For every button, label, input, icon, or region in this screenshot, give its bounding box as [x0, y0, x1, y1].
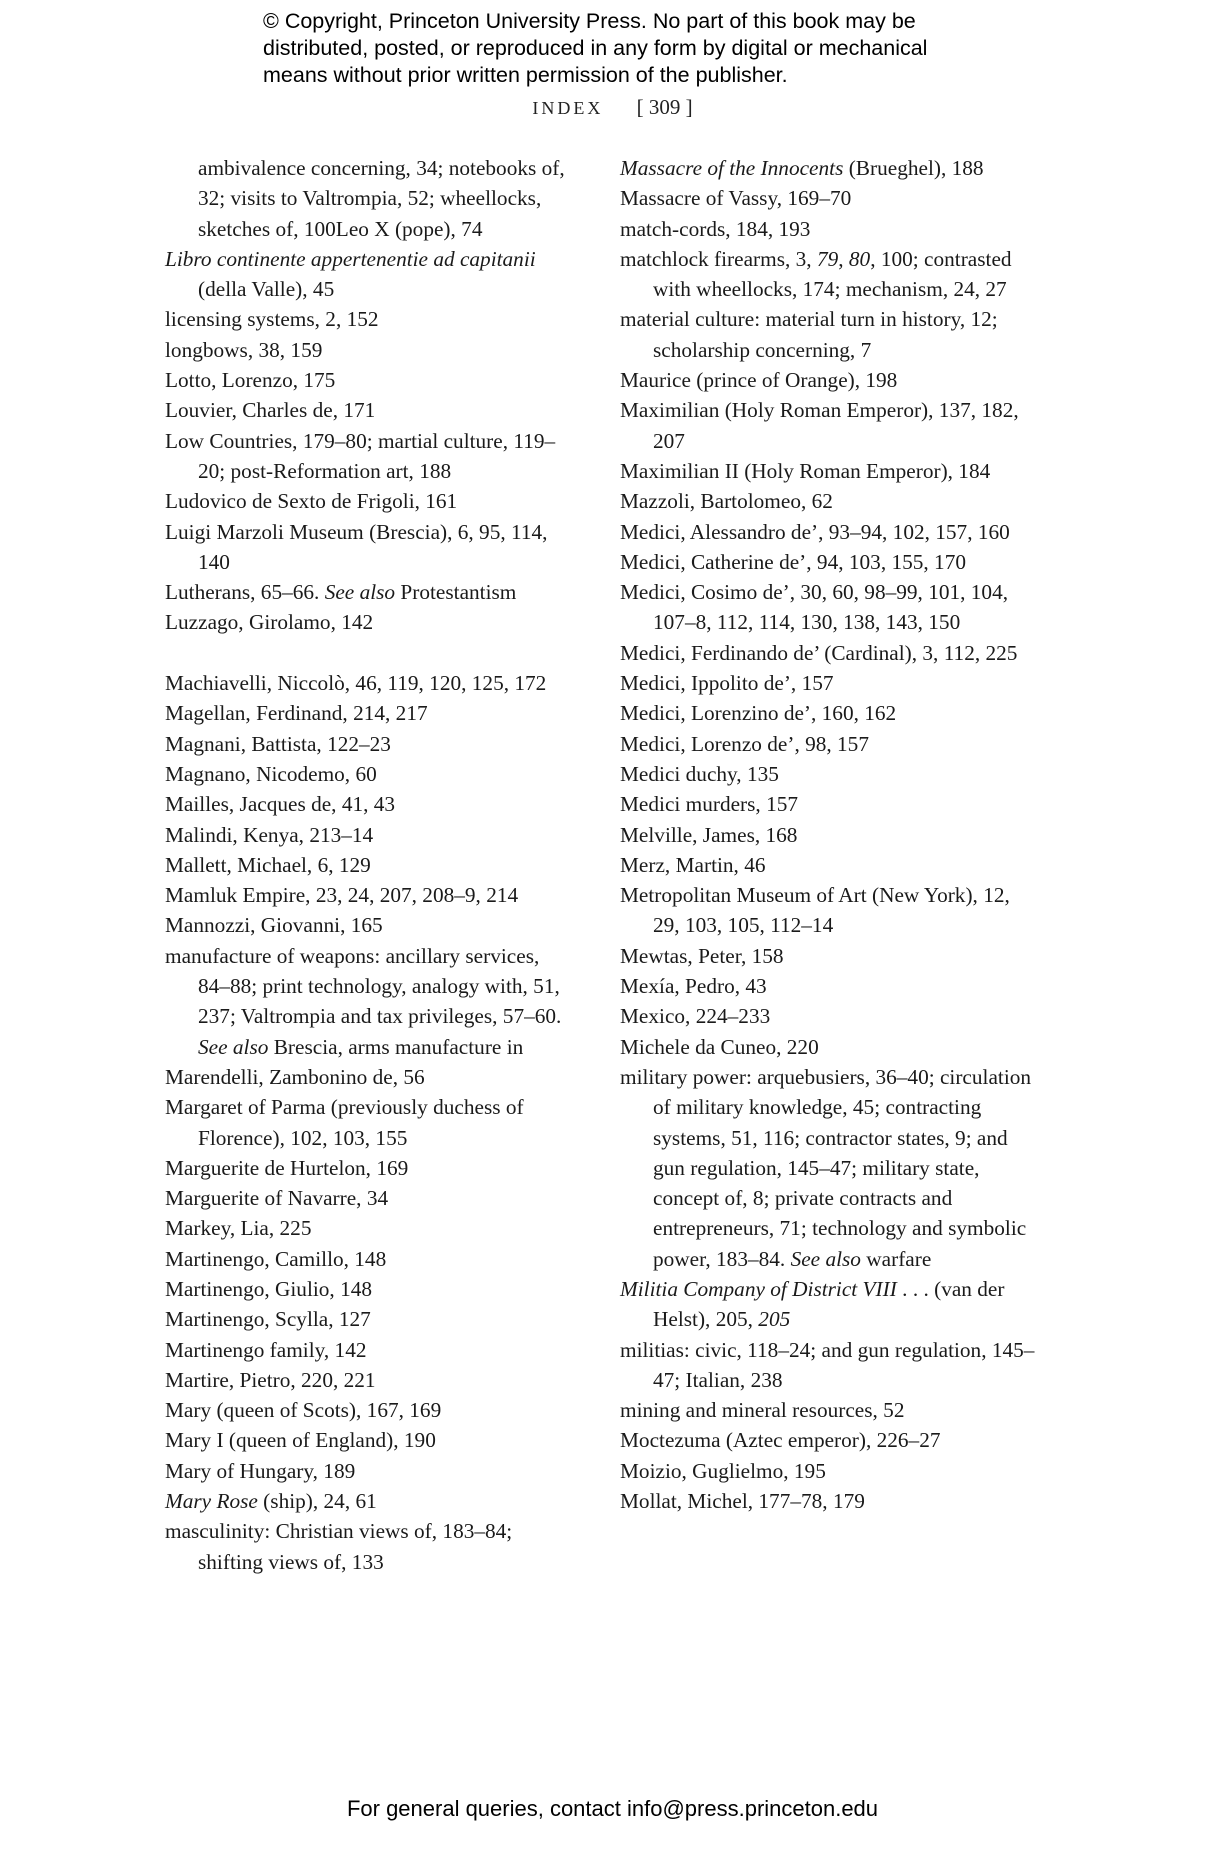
index-entry — [620, 456, 1040, 486]
index-entry-text: Medici, Catherine de’, 94, 103, 155, 170 — [620, 549, 967, 574]
index-entry — [165, 607, 573, 637]
index-entry-text: military power: arquebusiers, 36–40; circulation of military knowledge, 45; contracting systems, 51, 116; contractor states, 9; and gun regulation, 145–47; military state, concept of, 8; private contracts and entrepreneurs, 71; technology and symbolic power, 183–84. — [620, 1064, 1032, 1271]
index-entry-text: Mailles, Jacques de, 41, 43 — [165, 792, 396, 817]
index-entry-text: Magnani, Battista, 122–23 — [165, 731, 391, 756]
index-entry — [620, 395, 1040, 456]
index-entry-text: Brescia, arms manufacture in — [268, 1034, 524, 1059]
index-entry-text: Marguerite de Hurtelon, 169 — [165, 1155, 409, 1180]
index-entry — [620, 729, 1040, 759]
index-entry — [165, 577, 573, 607]
index-entry-text: , — [838, 246, 849, 271]
index-entry — [165, 1092, 573, 1153]
index-entry — [165, 698, 573, 728]
index-entry — [620, 304, 1040, 365]
index-entry-text: Lotto, Lorenzo, 175 — [165, 368, 336, 393]
index-entry-text: Medici, Lorenzo de’, 98, 157 — [620, 731, 869, 756]
index-entry-text: Ludovico de Sexto de Frigoli, 161 — [165, 489, 458, 514]
index-entry — [165, 517, 573, 578]
index-entry — [620, 1001, 1040, 1031]
index-entry-text: Moizio, Guglielmo, 195 — [620, 1458, 826, 1483]
index-entry — [165, 729, 573, 759]
index-entry-text: masculinity: Christian views of, 183–84; shifting views of, 133 — [165, 1519, 513, 1574]
index-entry-text: Maximilian (Holy Roman Emperor), 137, 182, 207 — [620, 398, 1019, 453]
index-entry — [165, 1456, 573, 1486]
index-entry — [620, 1335, 1040, 1396]
index-entry-text: (della Valle), 45 — [198, 277, 335, 302]
index-entry-text: Metropolitan Museum of Art (New York), 12, 29, 103, 105, 112–14 — [620, 883, 1010, 938]
running-head — [0, 93, 1225, 122]
index-entry-text: Martinengo, Giulio, 148 — [165, 1276, 373, 1301]
index-entry-text: Mollat, Michel, 177–78, 179 — [620, 1489, 865, 1514]
index-entry-italic-text: See also — [198, 1034, 269, 1059]
index-entry-text: Maurice (prince of Orange), 198 — [620, 368, 898, 393]
index-entry-text: Marguerite of Navarre, 34 — [165, 1186, 389, 1211]
index-entry-text: (Brueghel), 188 — [843, 156, 984, 180]
index-entry-text: Martire, Pietro, 220, 221 — [165, 1367, 376, 1392]
index-entry-text: militias: civic, 118–24; and gun regulation, 145–47; Italian, 238 — [620, 1337, 1035, 1392]
index-entry — [165, 1425, 573, 1455]
index-entry-text: Melville, James, 168 — [620, 822, 798, 847]
index-entry — [165, 1213, 573, 1243]
index-entry — [620, 880, 1040, 941]
index-entry — [165, 941, 573, 1062]
index-entry-text: manufacture of weapons: ancillary services, 84–88; print technology, analogy with, 51, 237; Valtrompia and tax privileges, 57–60. — [165, 943, 562, 1029]
index-entry — [620, 1456, 1040, 1486]
index-entry-text: Mary (queen of Scots), 167, 169 — [165, 1398, 442, 1423]
index-entry-text: mining and mineral resources, 52 — [620, 1398, 905, 1423]
index-entry-italic-text: See also — [324, 580, 396, 605]
index-entry-text: . . . (van der Helst), 205, — [653, 1276, 1005, 1332]
running-head-label: INDEX — [532, 98, 604, 118]
index-entry-text: Martinengo, Camillo, 148 — [165, 1246, 387, 1271]
index-entry-text: warfare — [860, 1246, 932, 1271]
index-entry-text: Martinengo family, 142 — [165, 1337, 367, 1362]
index-entry — [165, 789, 573, 819]
index-entry-text: Marendelli, Zambonino de, 56 — [165, 1064, 425, 1089]
index-entry-text: Margaret of Parma (previously duchess of Florence), 102, 103, 155 — [165, 1095, 524, 1150]
index-entry — [165, 1304, 573, 1334]
index-entry-text: Mewtas, Peter, 158 — [620, 943, 784, 968]
index-entry — [165, 1486, 573, 1516]
index-entry — [165, 668, 573, 698]
index-entry — [165, 1153, 573, 1183]
index-entry — [620, 668, 1040, 698]
index-entry-text: Luzzago, Girolamo, 142 — [165, 610, 374, 635]
page-number: [ 309 ] — [636, 95, 693, 119]
index-entry — [165, 486, 573, 516]
index-entry-text: longbows, 38, 159 — [165, 337, 323, 362]
index-entry-italic-text: Militia Company of District VIII — [620, 1276, 897, 1301]
index-entry-text: Moctezuma (Aztec emperor), 226–27 — [620, 1428, 941, 1453]
copyright-line: distributed, posted, or reproduced in any form by digital or mechanical — [263, 36, 928, 60]
index-entry — [620, 1062, 1040, 1274]
index-entry — [620, 850, 1040, 880]
index-entry-text: material culture: material turn in history, 12; scholarship concerning, 7 — [620, 307, 998, 362]
index-entry-text: Lutherans, 65–66. — [165, 580, 325, 605]
copyright-line: means without prior written permission of the publisher. — [263, 63, 788, 87]
index-entry — [620, 789, 1040, 819]
index-entry-text: Mazzoli, Bartolomeo, 62 — [620, 489, 833, 514]
copyright-notice — [263, 8, 1023, 89]
index-entry-text: , 100; contrasted with wheellocks, 174; mechanism, 24, 27 — [653, 246, 1012, 302]
index-entry — [620, 971, 1040, 1001]
index-entry-text: Luigi Marzoli Museum (Brescia), 6, 95, 114, 140 — [165, 519, 548, 574]
index-entry — [620, 183, 1040, 213]
index-entry-text: Merz, Martin, 46 — [620, 852, 766, 877]
index-entry — [620, 517, 1040, 547]
index-entry — [620, 1274, 1040, 1335]
index-entry — [165, 1365, 573, 1395]
index-entry — [165, 880, 573, 910]
index-entry — [165, 820, 573, 850]
index-entry-text: Medici, Ferdinando de’ (Cardinal), 3, 112, 225 — [620, 640, 1018, 665]
index-entry-text: Medici, Alessandro de’, 93–94, 102, 157, 160 — [620, 519, 1010, 544]
index-entry-text: Medici murders, 157 — [620, 792, 799, 817]
index-entry — [165, 1244, 573, 1274]
index-entry-italic-text: 79 — [816, 246, 839, 271]
index-entry — [620, 547, 1040, 577]
index-entry-text: licensing systems, 2, 152 — [165, 307, 379, 332]
index-entry-text: match-cords, 184, 193 — [620, 216, 811, 241]
index-entry-text: Protestantism — [395, 580, 517, 605]
index-column-right — [620, 153, 1040, 1516]
index-entry-text: Massacre of Vassy, 169–70 — [620, 186, 852, 211]
index-entry-text: Magnano, Nicodemo, 60 — [165, 761, 377, 786]
index-entry-text: Magellan, Ferdinand, 214, 217 — [165, 701, 428, 726]
index-entry-italic-text: 80 — [848, 246, 871, 271]
index-entry — [620, 214, 1040, 244]
index-entry-text: Mannozzi, Giovanni, 165 — [165, 913, 383, 938]
index-entry — [165, 1516, 573, 1577]
index-entry — [620, 759, 1040, 789]
index-entry-text: ambivalence concerning, 34; notebooks of, 32; visits to Valtrompia, 52; wheellocks, sketches of, 100Leo X (pope), 74 — [198, 156, 565, 241]
index-entry — [165, 850, 573, 880]
index-entry-italic-text: Mary Rose — [165, 1489, 258, 1514]
index-entry — [165, 365, 573, 395]
index-entry — [165, 910, 573, 940]
index-entry-text: Medici, Ippolito de’, 157 — [620, 671, 834, 696]
index-entry — [620, 698, 1040, 728]
index-entry — [620, 1395, 1040, 1425]
index-entry — [620, 244, 1040, 305]
index-entry — [165, 1062, 573, 1092]
index-entry — [620, 577, 1040, 638]
index-entry — [620, 1425, 1040, 1455]
index-entry-text: matchlock firearms, 3, — [620, 246, 817, 271]
index-entry-italic-text: Libro continente appertenentie ad capitanii — [165, 246, 536, 271]
index-entry-italic-text: Massacre of the Innocents — [620, 156, 844, 180]
index-entry — [620, 486, 1040, 516]
index-entry — [165, 244, 573, 305]
index-entry-text: Machiavelli, Niccolò, 46, 119, 120, 125, 172 — [165, 671, 547, 696]
index-entry — [165, 426, 573, 487]
index-entry — [620, 1032, 1040, 1062]
index-entry — [165, 1395, 573, 1425]
index-entry — [165, 1335, 573, 1365]
index-entry-text: Mary I (queen of England), 190 — [165, 1428, 436, 1453]
index-entry — [165, 304, 573, 334]
index-column-left — [165, 153, 573, 1577]
index-entry-text: Medici, Cosimo de’, 30, 60, 98–99, 101, 104, 107–8, 112, 114, 130, 138, 143, 150 — [620, 580, 1009, 635]
index-entry-text: Mamluk Empire, 23, 24, 207, 208–9, 214 — [165, 883, 519, 908]
index-entry — [165, 759, 573, 789]
index-entry-text: Mary of Hungary, 189 — [165, 1458, 356, 1483]
index-entry-italic-text: See also — [790, 1246, 861, 1271]
index-entry — [165, 153, 573, 244]
index-entry-text: Louvier, Charles de, 171 — [165, 398, 376, 423]
index-entry-text: Mexía, Pedro, 43 — [620, 974, 767, 999]
index-entry-text: Michele da Cuneo, 220 — [620, 1034, 819, 1059]
index-entry-text: (ship), 24, 61 — [257, 1489, 377, 1514]
index-entry — [620, 638, 1040, 668]
index-entry-text: Maximilian II (Holy Roman Emperor), 184 — [620, 458, 991, 483]
index-entry-text: Low Countries, 179–80; martial culture, 119–20; post-Reformation art, 188 — [165, 428, 556, 483]
index-entry-text: Malindi, Kenya, 213–14 — [165, 822, 374, 847]
index-entry-italic-text: 205 — [758, 1307, 791, 1332]
index-entry — [620, 365, 1040, 395]
index-entry — [620, 1486, 1040, 1516]
index-entry-text: Mexico, 224–233 — [620, 1004, 771, 1029]
footer-contact: For general queries, contact info@press.princeton.edu — [346, 1796, 879, 1821]
index-entry — [620, 820, 1040, 850]
index-entry-text: Medici, Lorenzino de’, 160, 162 — [620, 701, 897, 726]
index-entry — [620, 941, 1040, 971]
index-entry-text: Medici duchy, 135 — [620, 761, 779, 786]
index-entry — [165, 1183, 573, 1213]
index-entry — [165, 395, 573, 425]
copyright-line: © Copyright, Princeton University Press. No part of this book may be — [263, 9, 916, 33]
index-entry — [165, 1274, 573, 1304]
index-entry-text: Martinengo, Scylla, 127 — [165, 1307, 371, 1332]
index-entry-text: Markey, Lia, 225 — [165, 1216, 312, 1241]
index-entry — [620, 153, 1040, 183]
index-entry — [165, 335, 573, 365]
index-entry-text: Mallett, Michael, 6, 129 — [165, 852, 371, 877]
